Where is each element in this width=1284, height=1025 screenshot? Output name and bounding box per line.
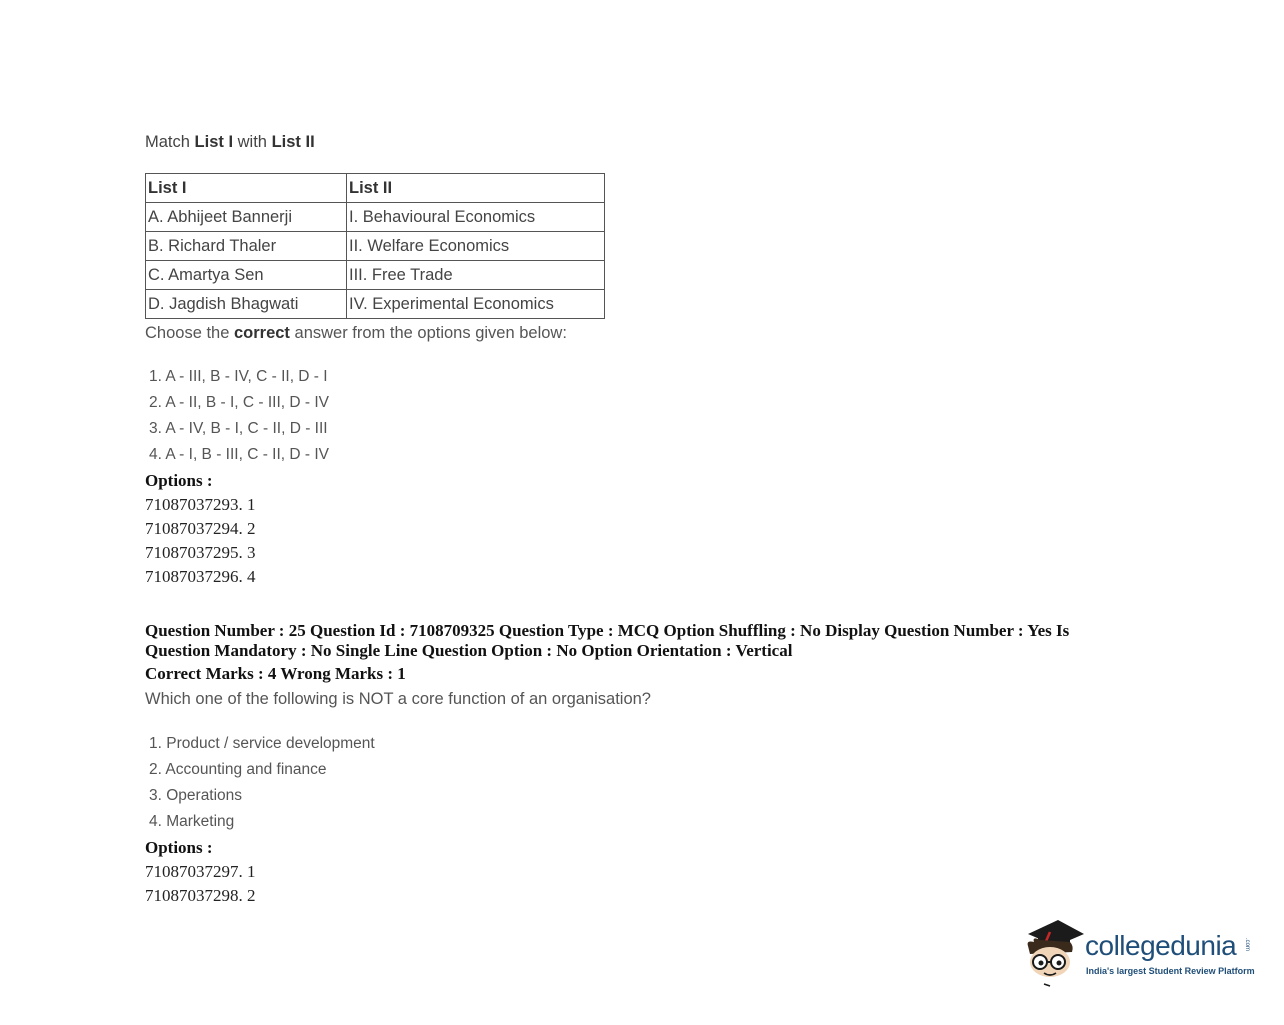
choose-instruction	[145, 324, 567, 343]
list-item: 71087037297. 1	[145, 862, 256, 881]
answer-list	[149, 364, 329, 468]
logo-tagline: India's largest Student Review Platform	[1086, 966, 1255, 976]
intro-list-two: List II	[271, 133, 315, 151]
list-item: 71087037295. 3	[145, 543, 256, 562]
choose-text-end: answer from the options given below:	[289, 324, 567, 342]
intro-list-one: List I	[194, 133, 234, 151]
choose-text: Choose the	[145, 324, 234, 342]
header-list-two: List II	[347, 174, 605, 203]
collegedunia-logo[interactable]	[1022, 916, 1262, 988]
table-cell: II. Welfare Economics	[347, 232, 605, 261]
question-text: Which one of the following is NOT a core function of an organisation?	[145, 690, 651, 708]
table-cell: B. Richard Thaler	[146, 232, 347, 261]
table-cell: A. Abhijeet Bannerji	[146, 203, 347, 232]
table-row	[146, 290, 605, 319]
list-item: 1. A - III, B - IV, C - II, D - I	[149, 368, 328, 385]
answer-list	[149, 731, 375, 835]
choose-bold: correct	[233, 324, 290, 342]
table-row	[146, 203, 605, 232]
list-item: 2. A - II, B - I, C - III, D - IV	[149, 394, 330, 411]
logo-wordmark: collegedunia	[1085, 930, 1237, 961]
intro-text: Match	[145, 133, 195, 151]
student-mascot-icon	[1022, 916, 1084, 988]
options-label: Options :	[145, 838, 213, 857]
intro-text-mid: with	[233, 133, 272, 151]
list-item: 71087037294. 2	[145, 519, 256, 538]
table-cell: I. Behavioural Economics	[347, 203, 605, 232]
question-metadata: Question Number : 25 Question Id : 7108709325 Question Type : MCQ Option Shuffling : No Display Question Number : Yes Is Question Mandatory : No Single Line Question Option : No Option Orientation : Vertical	[145, 621, 1070, 660]
logo-domain-suffix: .com	[1244, 938, 1250, 952]
list-item: 3. Operations	[149, 787, 243, 804]
list-item: 71087037296. 4	[145, 567, 256, 586]
header-list-one: List I	[146, 174, 347, 203]
table-cell: D. Jagdish Bhagwati	[146, 290, 347, 319]
options-label: Options :	[145, 471, 213, 490]
list-item: 71087037293. 1	[145, 495, 256, 514]
marks-info: Correct Marks : 4 Wrong Marks : 1	[145, 664, 406, 683]
list-item: 3. A - IV, B - I, C - II, D - III	[149, 420, 328, 437]
list-item: 71087037298. 2	[145, 886, 256, 905]
table-row	[146, 261, 605, 290]
option-id-list	[145, 493, 256, 589]
option-id-list	[145, 860, 256, 908]
table-cell: IV. Experimental Economics	[347, 290, 605, 319]
list-item: 2. Accounting and finance	[149, 761, 327, 778]
list-item: 4. Marketing	[149, 813, 235, 830]
question-intro	[145, 133, 315, 152]
table-row	[146, 232, 605, 261]
list-item: 1. Product / service development	[149, 735, 375, 752]
match-table	[145, 173, 605, 319]
table-cell: C. Amartya Sen	[146, 261, 347, 290]
table-header-row	[146, 174, 605, 203]
list-item: 4. A - I, B - III, C - II, D - IV	[149, 446, 330, 463]
table-cell: III. Free Trade	[347, 261, 605, 290]
